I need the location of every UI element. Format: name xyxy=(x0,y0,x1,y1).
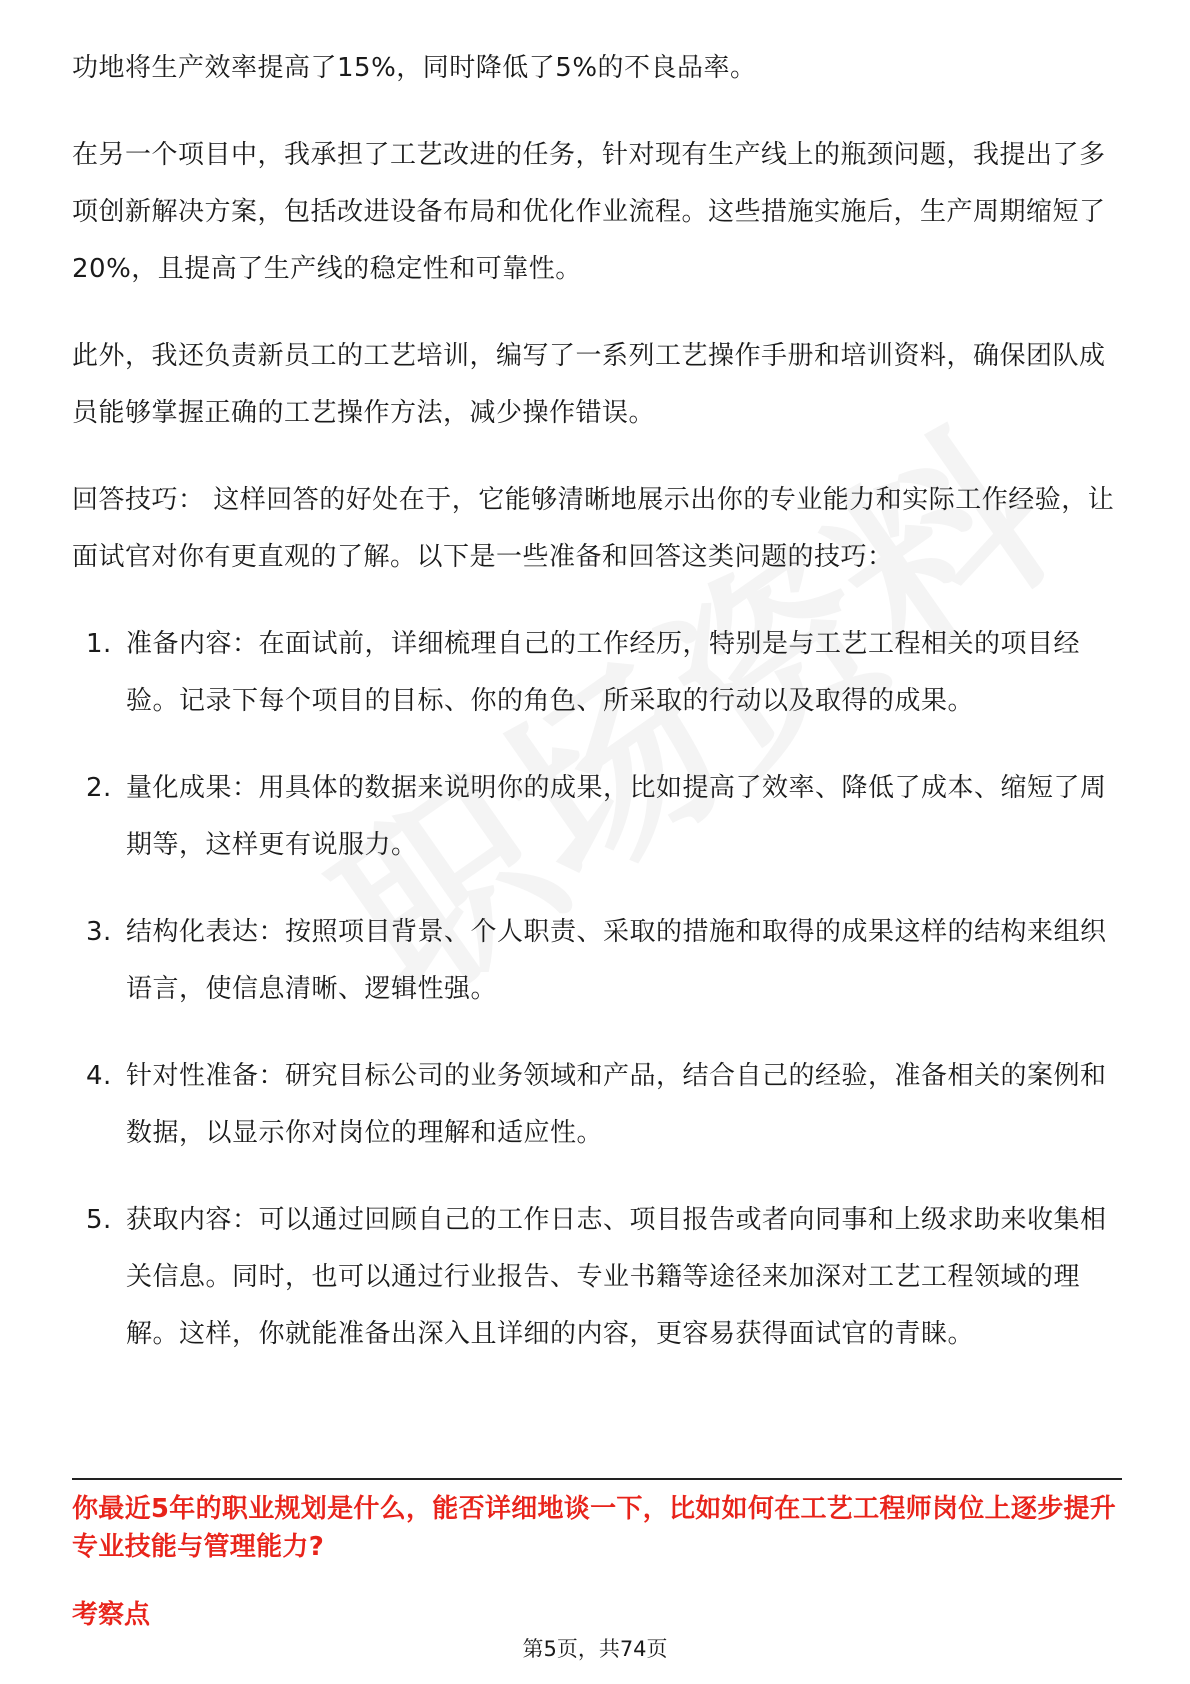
list-item xyxy=(72,616,1122,730)
list-item-text: 获取内容：可以通过回顾自己的工作日志、项目报告或者向同事和上级求助来收集相关信息。同时，也可以通过行业报告、专业书籍等途径来加深对工艺工程领域的理解。这样，你就能准备出深入且详细的内容，更容易获得面试官的青睐。 xyxy=(126,1205,1107,1349)
page-number-footer: 第5页，共74页 xyxy=(522,1637,668,1661)
list-item xyxy=(72,1048,1122,1162)
list-item-number: 3. xyxy=(86,917,112,947)
list-item-number: 2. xyxy=(86,773,112,803)
list-item-text: 量化成果：用具体的数据来说明你的成果，比如提高了效率、降低了成本、缩短了周期等，这样更有说服力。 xyxy=(126,773,1107,860)
list-item xyxy=(72,1192,1122,1363)
paragraph-process-improvement: 在另一个项目中，我承担了工艺改进的任务，针对现有生产线上的瓶颈问题，我提出了多项创新解决方案，包括改进设备布局和优化作业流程。这些措施实施后，生产周期缩短了20%，且提高了生产线的稳定性和可靠性。 xyxy=(72,140,1106,284)
list-item-number: 1. xyxy=(86,629,112,659)
paragraph-answer-tips-intro: 回答技巧： 这样回答的好处在于，它能够清晰地展示出你的专业能力和实际工作经验，让面试官对你有更直观的了解。以下是一些准备和回答这类问题的技巧： xyxy=(72,485,1115,572)
list-item-text: 结构化表达：按照项目背景、个人职责、采取的措施和取得的成果这样的结构来组织语言，使信息清晰、逻辑性强。 xyxy=(126,917,1107,1004)
paragraph-efficiency-result: 功地将生产效率提高了15%，同时降低了5%的不良品率。 xyxy=(72,53,757,83)
paragraph-training: 此外，我还负责新员工的工艺培训，编写了一系列工艺操作手册和培训资料，确保团队成员能够掌握正确的工艺操作方法，减少操作错误。 xyxy=(72,341,1106,428)
section-divider xyxy=(72,1478,1122,1480)
list-item xyxy=(72,904,1122,1018)
document-body xyxy=(72,40,1122,1393)
list-item-text: 针对性准备：研究目标公司的业务领域和产品，结合自己的经验，准备相关的案例和数据，以显示你对岗位的理解和适应性。 xyxy=(126,1061,1107,1148)
list-item xyxy=(72,760,1122,874)
list-item-text: 准备内容：在面试前，详细梳理自己的工作经历，特别是与工艺工程相关的项目经验。记录下每个项目的目标、你的角色、所采取的行动以及取得的成果。 xyxy=(126,629,1081,716)
list-item-number: 5. xyxy=(86,1205,112,1235)
interview-question-heading: 你最近5年的职业规划是什么，能否详细地谈一下，比如如何在工艺工程师岗位上逐步提升专业技能与管理能力? xyxy=(72,1494,1117,1562)
list-item-number: 4. xyxy=(86,1061,112,1091)
section-label-assessment-points: 考察点 xyxy=(72,1600,151,1630)
tips-list xyxy=(72,616,1122,1363)
